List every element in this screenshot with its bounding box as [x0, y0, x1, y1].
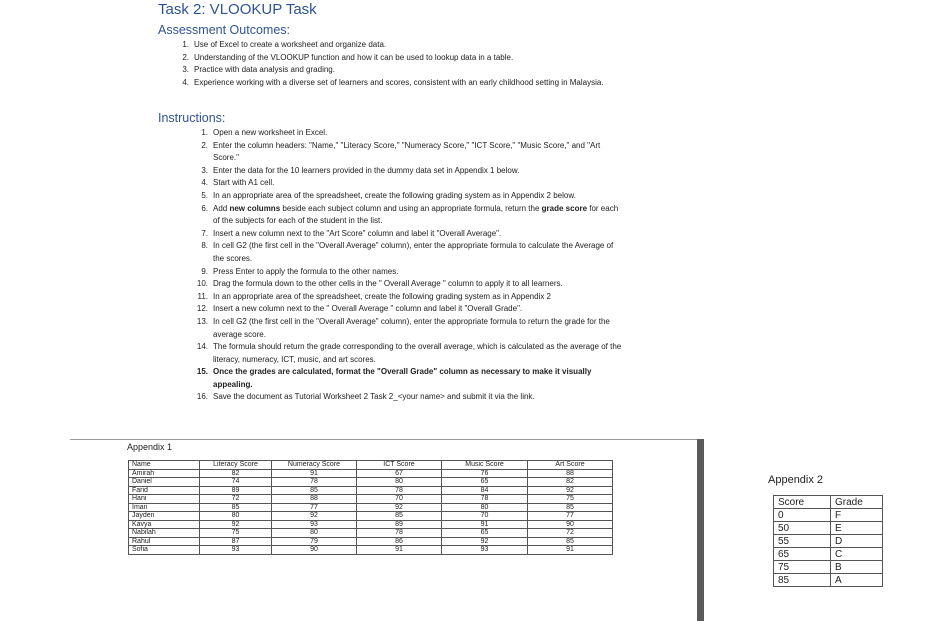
table-cell: Jayden — [129, 512, 200, 521]
table-row — [129, 503, 613, 512]
list-text: Experience working with a diverse set of learners and scores, consistent with an early childhood setting in Malaysia. — [194, 77, 604, 87]
list-text: In an appropriate area of the spreadsheet, create the following grading system as in Appendix 2 — [213, 291, 551, 301]
table-cell: 70 — [357, 495, 442, 504]
table-cell: 78 — [357, 529, 442, 538]
appendix1-table — [128, 460, 613, 555]
table-cell: 91 — [272, 469, 357, 478]
table-cell: Daniel — [129, 478, 200, 487]
list-text: Practice with data analysis and grading. — [194, 65, 335, 75]
table-cell: 74 — [200, 478, 272, 487]
list-item — [196, 303, 623, 316]
list-text: for each of the subjects for each of the student in the list. — [213, 203, 619, 226]
table-cell: 82 — [200, 469, 272, 478]
table-cell: 92 — [272, 512, 357, 521]
table-row — [774, 535, 883, 548]
table-cell: Sofia — [129, 546, 200, 555]
list-text: Save the document as Tutorial Worksheet 2 Task 2_<your name> and submit it via the link. — [213, 392, 535, 402]
list-number: 9. — [201, 266, 208, 276]
list-number: 2. — [201, 140, 208, 150]
list-text: Enter the data for the 10 learners provided in the dummy data set in Appendix 1 below. — [213, 165, 520, 175]
table-cell: 55 — [774, 535, 831, 548]
list-text: Start with A1 cell. — [213, 178, 275, 188]
list-text: Insert a new column next to the " Overall Average " column and label it "Overall Grade". — [213, 304, 523, 314]
appendix2-table — [773, 495, 883, 587]
list-number: 1. — [201, 128, 208, 137]
list-text: Understanding of the VLOOKUP function and how it can be used to lookup data in a table. — [194, 52, 514, 62]
list-text: Use of Excel to create a worksheet and organize data. — [194, 40, 387, 49]
outcomes-list — [182, 39, 624, 89]
table-header-row — [129, 461, 613, 470]
page-title: Task 2: VLOOKUP Task — [158, 1, 317, 18]
table-cell: 93 — [200, 546, 272, 555]
table-cell: 88 — [272, 495, 357, 504]
divider — [70, 439, 704, 440]
column-header: Literacy Score — [200, 461, 272, 470]
list-text: In an appropriate area of the spreadsheet, create the following grading system as in Appendix 2 below. — [213, 190, 576, 200]
table-cell: 92 — [357, 503, 442, 512]
table-cell: 80 — [272, 529, 357, 538]
table-cell: Nabilah — [129, 529, 200, 538]
table-cell: 92 — [528, 486, 613, 495]
table-cell: 86 — [357, 537, 442, 546]
table-cell: Iman — [129, 503, 200, 512]
list-item — [196, 316, 623, 341]
list-number: 3. — [201, 165, 208, 175]
table-header-row — [774, 496, 883, 509]
table-cell: F — [831, 509, 883, 522]
table-cell: D — [831, 535, 883, 548]
table-cell: 87 — [200, 537, 272, 546]
appendix1-title: Appendix 1 — [127, 442, 173, 452]
table-cell: 67 — [357, 469, 442, 478]
instructions-list — [196, 127, 623, 404]
table-cell: Kavya — [129, 520, 200, 529]
list-item — [201, 165, 623, 178]
table-cell: 82 — [528, 478, 613, 487]
table-cell: A — [831, 574, 883, 587]
list-number: 12. — [196, 304, 208, 314]
list-item — [201, 203, 623, 228]
column-header: Score — [774, 496, 831, 509]
table-row — [129, 478, 613, 487]
list-item — [182, 77, 624, 90]
column-header: Numeracy Score — [272, 461, 357, 470]
list-item — [196, 366, 623, 391]
table-cell: 93 — [272, 520, 357, 529]
list-text: beside each subject column and using an appropriate formula, return the — [280, 203, 542, 213]
table-cell: B — [831, 561, 883, 574]
list-number: 13. — [196, 316, 208, 326]
table-cell: 70 — [442, 512, 528, 521]
table-cell: 50 — [774, 522, 831, 535]
table-cell: 75 — [774, 561, 831, 574]
outcomes-heading: Assessment Outcomes: — [158, 23, 290, 37]
list-item — [201, 140, 623, 165]
list-number: 7. — [201, 228, 208, 238]
table-cell: 77 — [528, 512, 613, 521]
column-header: Art Score — [528, 461, 613, 470]
table-cell: 88 — [528, 469, 613, 478]
instructions-heading: Instructions: — [158, 111, 226, 125]
table-row — [774, 522, 883, 535]
list-number: 14. — [196, 342, 208, 352]
table-row — [129, 529, 613, 538]
table-cell: E — [831, 522, 883, 535]
table-cell: 77 — [272, 503, 357, 512]
list-item — [201, 266, 623, 279]
table-cell: 65 — [442, 478, 528, 487]
list-number: 16. — [196, 392, 208, 402]
list-item — [201, 177, 623, 190]
list-item — [201, 228, 623, 241]
table-row — [129, 512, 613, 521]
list-number: 10. — [196, 279, 208, 289]
table-cell: 89 — [200, 486, 272, 495]
table-row — [129, 495, 613, 504]
table-cell: Hani — [129, 495, 200, 504]
table-cell: 91 — [357, 546, 442, 555]
table-cell: 92 — [442, 537, 528, 546]
table-cell: 85 — [200, 503, 272, 512]
column-header: Music Score — [442, 461, 528, 470]
table-cell: 85 — [357, 512, 442, 521]
table-cell: Rahul — [129, 537, 200, 546]
table-cell: 90 — [528, 520, 613, 529]
column-header: Grade — [831, 496, 883, 509]
table-row — [774, 548, 883, 561]
table-row — [129, 469, 613, 478]
table-cell: 91 — [442, 520, 528, 529]
column-header: Name — [129, 461, 200, 470]
table-row — [129, 486, 613, 495]
list-number: 8. — [201, 241, 208, 251]
list-item — [196, 341, 623, 366]
table-cell: 75 — [528, 495, 613, 504]
table-cell: 78 — [442, 495, 528, 504]
list-item — [182, 64, 624, 77]
column-header: ICT Score — [357, 461, 442, 470]
list-item — [201, 240, 623, 265]
list-item — [201, 127, 623, 140]
list-number: 3. — [182, 65, 189, 75]
table-cell: 90 — [272, 546, 357, 555]
table-cell: 78 — [357, 486, 442, 495]
table-cell: 80 — [200, 512, 272, 521]
list-number: 15. — [196, 367, 208, 377]
list-item — [196, 391, 623, 404]
table-row — [774, 509, 883, 522]
list-text: Press Enter to apply the formula to the other names. — [213, 266, 399, 276]
table-cell: 93 — [442, 546, 528, 555]
table-cell: 80 — [442, 503, 528, 512]
table-row — [129, 520, 613, 529]
table-cell: 89 — [357, 520, 442, 529]
table-cell: 91 — [528, 546, 613, 555]
list-number: 4. — [201, 178, 208, 188]
list-number: 11. — [197, 291, 208, 301]
table-cell: 85 — [528, 537, 613, 546]
list-text: Once the grades are calculated, format the "Overall Grade" column as necessary to make it visually appealing. — [213, 367, 592, 389]
table-cell: 72 — [200, 495, 272, 504]
list-text: Insert a new column next to the "Art Score" column and label it "Overall Average". — [213, 228, 502, 238]
table-cell: Amirah — [129, 469, 200, 478]
table-cell: 85 — [272, 486, 357, 495]
appendix2-title: Appendix 2 — [768, 474, 824, 486]
list-item — [197, 291, 623, 304]
table-row — [129, 537, 613, 546]
list-text: Enter the column headers: "Name," "Literacy Score," "Numeracy Score," "ICT Score," "Music Score," and "Art Score." — [213, 140, 601, 163]
bold-text: new columns — [229, 203, 281, 213]
list-number: 2. — [182, 52, 189, 62]
table-cell: 65 — [774, 548, 831, 561]
table-cell: 85 — [774, 574, 831, 587]
list-item — [182, 39, 624, 52]
table-cell: 85 — [528, 503, 613, 512]
table-row — [129, 546, 613, 555]
list-text: Drag the formula down to the other cells in the " Overall Average " column to apply it to all learners. — [213, 279, 563, 289]
table-cell: 84 — [442, 486, 528, 495]
table-row — [774, 574, 883, 587]
list-text: Add — [213, 203, 230, 213]
table-cell: 78 — [272, 478, 357, 487]
table-row — [774, 561, 883, 574]
table-cell: 65 — [442, 529, 528, 538]
list-number: 6. — [201, 203, 208, 213]
list-text: In cell G2 (the first cell in the "Overall Average" column), enter the appropriate formula to return the grade for the average score. — [213, 316, 610, 339]
list-text: The formula should return the grade corresponding to the overall average, which is calculated as the average of the literacy, numeracy, ICT, music, and art scores. — [213, 342, 622, 364]
table-cell: 92 — [200, 520, 272, 529]
list-text: Open a new worksheet in Excel. — [213, 128, 328, 137]
table-cell: 76 — [442, 469, 528, 478]
table-cell: 75 — [200, 529, 272, 538]
page-edge-bar — [697, 439, 704, 621]
table-cell: 0 — [774, 509, 831, 522]
table-cell: Farid — [129, 486, 200, 495]
list-number: 1. — [182, 40, 189, 49]
list-number: 5. — [201, 190, 208, 200]
table-cell: 80 — [357, 478, 442, 487]
table-cell: C — [831, 548, 883, 561]
list-number: 4. — [182, 77, 189, 87]
list-item — [201, 190, 623, 203]
bold-text: grade score — [541, 203, 588, 213]
table-cell: 79 — [272, 537, 357, 546]
list-item — [182, 52, 624, 65]
table-cell: 72 — [528, 529, 613, 538]
list-item — [196, 278, 623, 291]
list-text: In cell G2 (the first cell in the "Overall Average" column), enter the appropriate formula to calculate the Average of the scores. — [213, 241, 614, 263]
